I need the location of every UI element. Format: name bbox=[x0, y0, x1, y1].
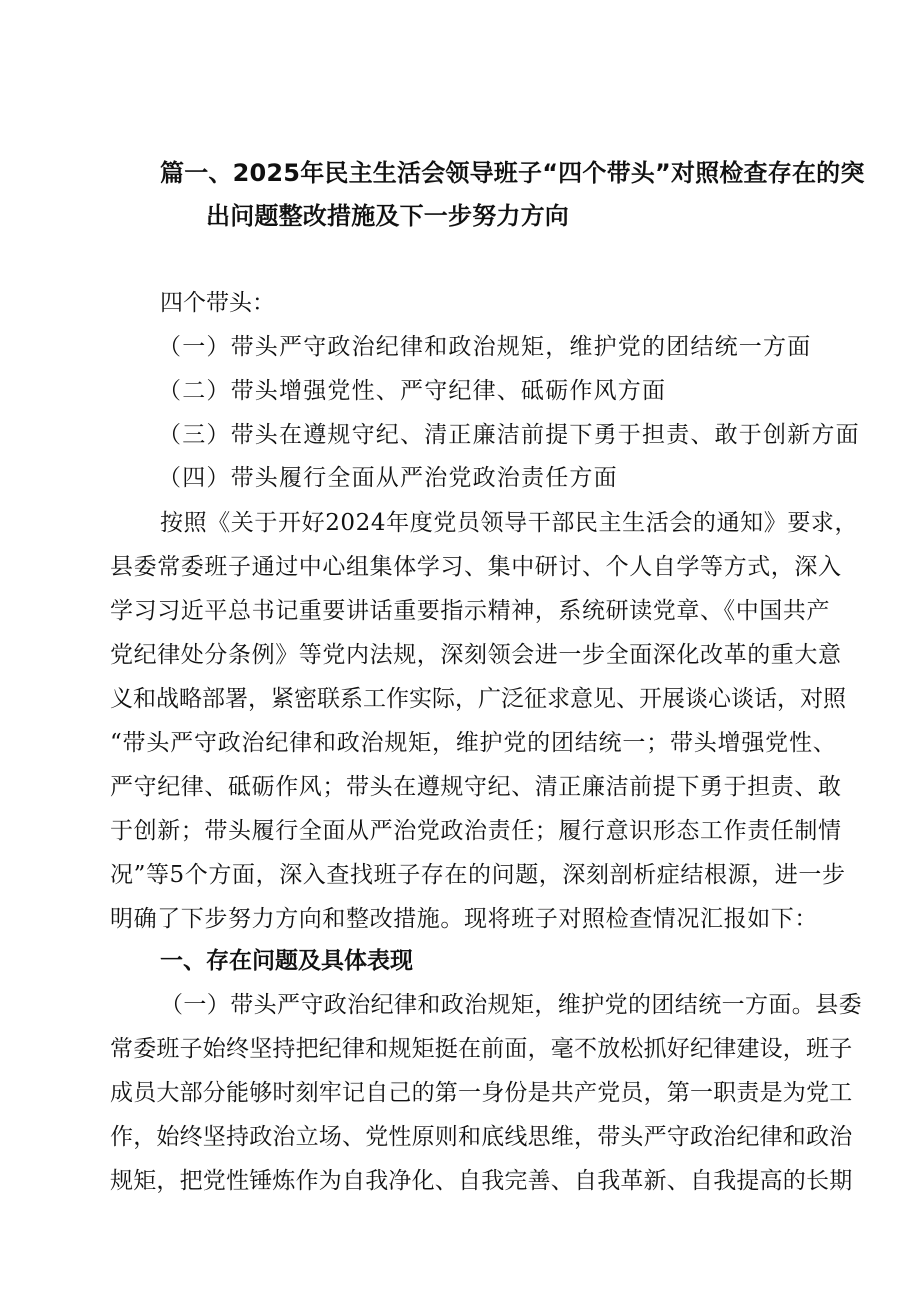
intro-line-4: 党纪律处分条例》等党内法规，深刻领会进一步全面深化改革的重大意 bbox=[110, 642, 842, 668]
intro-line-5: 义和战略部署，紧密联系工作实际，广泛征求意见、开展谈心谈话，对照 bbox=[110, 686, 846, 712]
section-1-line-5: 规矩，把党性锤炼作为自我净化、自我完善、自我革新、自我提高的长期 bbox=[110, 1168, 853, 1194]
intro-line-1: 按照《关于开好2024年度党员领导干部民主生活会的通知》要求， bbox=[160, 510, 859, 536]
intro-line-9: 况”等5个方面，深入查找班子存在的问题，深刻剖析症结根源，进一步 bbox=[110, 862, 846, 888]
section-1-line-3: 成员大部分能够时刻牢记自己的第一身份是共产党员，第一职责是为党工 bbox=[110, 1080, 853, 1106]
section-1-line-4: 作，始终坚持政治立场、党性原则和底线思维，带头严守政治纪律和政治 bbox=[110, 1124, 853, 1150]
intro-line-2: 县委常委班子通过中心组集体学习、集中研讨、个人自学等方式，深入 bbox=[110, 554, 842, 580]
section-1-line-1: （一）带头严守政治纪律和政治规矩，维护党的团结统一方面。县委 bbox=[160, 992, 862, 1018]
intro-line-8: 于创新；带头履行全面从严治党政治责任；履行意识形态工作责任制情 bbox=[110, 818, 842, 844]
title-line-1: 篇一、2025年民主生活会领导班子“四个带头”对照检查存在的突 bbox=[160, 159, 865, 187]
document-title bbox=[160, 152, 865, 238]
lead-item-3: （三）带头在遵规守纪、清正廉洁前提下勇于担责、敢于创新方面 bbox=[158, 422, 860, 448]
intro-line-7: 严守纪律、砥砺作风；带头在遵规守纪、清正廉洁前提下勇于担责、敢 bbox=[110, 774, 842, 800]
lead-item-4: （四）带头履行全面从严治党政治责任方面 bbox=[158, 465, 618, 491]
lead-item-2: （二）带头增强党性、严守纪律、砥砺作风方面 bbox=[158, 378, 667, 404]
lead-item-1: （一）带头严守政治纪律和政治规矩，维护党的团结统一方面 bbox=[158, 334, 812, 360]
section-1-line-2: 常委班子始终坚持把纪律和规矩挺在前面，毫不放松抓好纪律建设，班子 bbox=[110, 1036, 853, 1062]
section-1-heading: 一、存在问题及具体表现 bbox=[160, 948, 413, 974]
title-line-2: 出问题整改措施及下一步努力方向 bbox=[206, 202, 569, 230]
intro-line-10: 明确了下步努力方向和整改措施。现将班子对照检查情况汇报如下： bbox=[110, 906, 818, 932]
intro-line-3: 学习习近平总书记重要讲话重要指示精神，系统研读党章、《中国共产 bbox=[110, 598, 831, 624]
four-leads-label: 四个带头： bbox=[160, 290, 275, 316]
intro-line-6: “带头严守政治纪律和政治规矩，维护党的团结统一；带头增强党性、 bbox=[110, 730, 837, 756]
